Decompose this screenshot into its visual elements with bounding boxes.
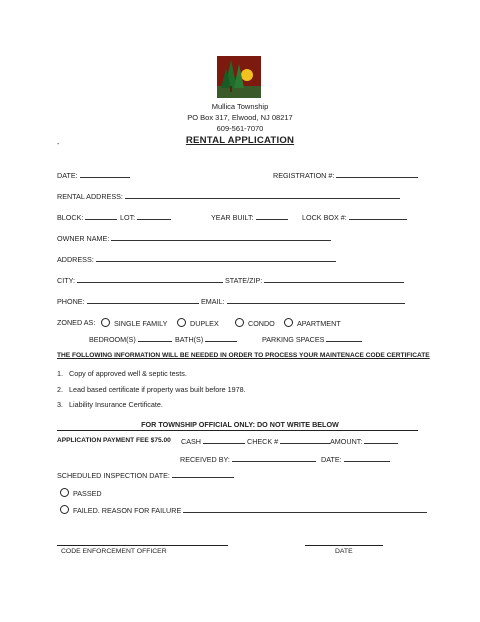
baths-label: BATH(S) xyxy=(175,335,204,344)
zoning-option-duplex[interactable] xyxy=(177,318,219,328)
inspection-date-label: SCHEDULED INSPECTION DATE: xyxy=(57,471,170,480)
amount-line xyxy=(364,437,398,444)
bedrooms-line xyxy=(138,335,172,342)
email-field[interactable] xyxy=(201,297,405,306)
requirement-item xyxy=(57,385,246,394)
radio-icon[interactable] xyxy=(177,318,186,327)
rental-address-label: RENTAL ADDRESS: xyxy=(57,192,123,201)
failed-label: FAILED. REASON FOR FAILURE xyxy=(73,506,182,515)
received-by-field[interactable] xyxy=(180,455,316,464)
stray-dash: - xyxy=(57,139,60,148)
parking-line xyxy=(326,335,362,342)
check-field[interactable] xyxy=(247,437,330,446)
year-built-line xyxy=(256,213,288,220)
parking-field[interactable] xyxy=(262,335,362,344)
state-zip-line xyxy=(264,276,404,283)
lock-box-label: LOCK BOX #: xyxy=(302,213,347,222)
block-label: BLOCK: xyxy=(57,213,84,222)
zoning-option-single-family[interactable] xyxy=(101,318,167,328)
email-label: EMAIL: xyxy=(201,297,225,306)
requirement-number: 1. xyxy=(57,369,63,378)
phone-field[interactable] xyxy=(57,297,199,306)
officer-signature-line[interactable] xyxy=(57,545,228,546)
inspection-date-field[interactable] xyxy=(57,471,234,480)
certificate-notice: THE FOLLOWING INFORMATION WILL BE NEEDED IN ORDER TO PROCESS YOUR MAINTENACE CODE CERTIFICATE xyxy=(57,352,430,359)
zoning-option-label: SINGLE FAMILY xyxy=(114,319,168,328)
failure-reason-line xyxy=(183,506,427,513)
bedrooms-label: BEDROOM(S) xyxy=(89,335,136,344)
year-built-label: YEAR BUILT: xyxy=(211,213,254,222)
date-signature-line[interactable] xyxy=(305,545,383,546)
cash-label: CASH xyxy=(181,437,201,446)
section-divider xyxy=(57,430,418,431)
state-zip-label: STATE/ZIP: xyxy=(225,276,263,285)
official-date-field[interactable] xyxy=(321,455,390,464)
parking-label: PARKING SPACES xyxy=(262,335,325,344)
lock-box-field[interactable] xyxy=(302,213,407,222)
radio-icon[interactable] xyxy=(235,318,244,327)
block-line xyxy=(85,213,117,220)
amount-label: AMOUNT: xyxy=(330,437,363,446)
zoned-as-label: ZONED AS: xyxy=(57,318,96,327)
amount-field[interactable] xyxy=(330,437,398,446)
registration-line xyxy=(336,171,418,178)
logo-graphic xyxy=(217,56,261,98)
baths-line xyxy=(205,335,237,342)
owner-name-field[interactable] xyxy=(57,234,331,243)
check-label: CHECK # xyxy=(247,437,279,446)
requirement-number: 2. xyxy=(57,385,63,394)
date-field[interactable] xyxy=(57,171,130,180)
radio-icon[interactable] xyxy=(101,318,110,327)
org-address: PO Box 317, Elwood, NJ 08217 xyxy=(187,113,293,122)
address-label: ADDRESS: xyxy=(57,255,94,264)
check-line xyxy=(280,437,330,444)
lot-field[interactable] xyxy=(120,213,171,222)
township-logo xyxy=(217,56,261,98)
city-label: CITY: xyxy=(57,276,75,285)
registration-field[interactable] xyxy=(273,171,418,180)
radio-icon[interactable] xyxy=(60,505,69,514)
phone-label: PHONE: xyxy=(57,297,85,306)
bedrooms-field[interactable] xyxy=(89,335,172,344)
owner-name-line xyxy=(111,234,331,241)
zoning-option-condo[interactable] xyxy=(235,318,275,328)
signature-date-label: DATE xyxy=(335,548,353,555)
state-zip-field[interactable] xyxy=(225,276,404,285)
failed-option[interactable] xyxy=(60,505,427,515)
rental-address-field[interactable] xyxy=(57,192,400,201)
official-date-line xyxy=(344,455,390,462)
baths-field[interactable] xyxy=(175,335,237,344)
requirement-item xyxy=(57,400,163,409)
year-built-field[interactable] xyxy=(211,213,288,222)
requirement-text: Liability Insurance Certificate. xyxy=(69,400,163,409)
rental-address-line xyxy=(125,192,400,199)
received-by-label: RECEIVED BY: xyxy=(180,455,230,464)
zoning-option-label: CONDO xyxy=(248,319,275,328)
lock-box-line xyxy=(349,213,407,220)
requirement-item xyxy=(57,369,187,378)
inspection-date-line xyxy=(172,471,234,478)
application-fee: APPLICATION PAYMENT FEE $75.00 xyxy=(57,437,171,444)
lot-line xyxy=(137,213,171,220)
date-line xyxy=(80,171,130,178)
address-line xyxy=(96,255,336,262)
date-label: DATE: xyxy=(57,171,78,180)
block-field[interactable] xyxy=(57,213,117,222)
code-enforcement-officer-label: CODE ENFORCEMENT OFFICER xyxy=(61,548,167,555)
zoning-option-apartment[interactable] xyxy=(284,318,341,328)
lot-label: LOT: xyxy=(120,213,136,222)
received-by-line xyxy=(232,455,316,462)
requirement-text: Lead based certificate if property was built before 1978. xyxy=(69,385,246,394)
org-phone: 609-561-7070 xyxy=(216,124,264,133)
city-line xyxy=(77,276,223,283)
radio-icon[interactable] xyxy=(284,318,293,327)
passed-label: PASSED xyxy=(73,489,102,498)
email-line xyxy=(227,297,405,304)
radio-icon[interactable] xyxy=(60,488,69,497)
org-name: Mullica Township xyxy=(211,102,269,111)
page-title: RENTAL APPLICATION xyxy=(185,135,295,146)
zoning-option-label: DUPLEX xyxy=(190,319,219,328)
cash-field[interactable] xyxy=(181,437,245,446)
city-field[interactable] xyxy=(57,276,223,285)
registration-label: REGISTRATION #: xyxy=(273,171,335,180)
passed-option[interactable] xyxy=(60,488,102,498)
requirement-text: Copy of approved well & septic tests. xyxy=(69,369,187,378)
requirement-number: 3. xyxy=(57,400,63,409)
official-date-label: DATE: xyxy=(321,455,342,464)
official-use-heading: FOR TOWNSHIP OFFICIAL ONLY: DO NOT WRITE BELOW xyxy=(141,420,339,429)
zoning-option-label: APARTMENT xyxy=(297,319,341,328)
owner-name-label: OWNER NAME: xyxy=(57,234,110,243)
cash-line xyxy=(203,437,245,444)
address-field[interactable] xyxy=(57,255,336,264)
phone-line xyxy=(87,297,199,304)
